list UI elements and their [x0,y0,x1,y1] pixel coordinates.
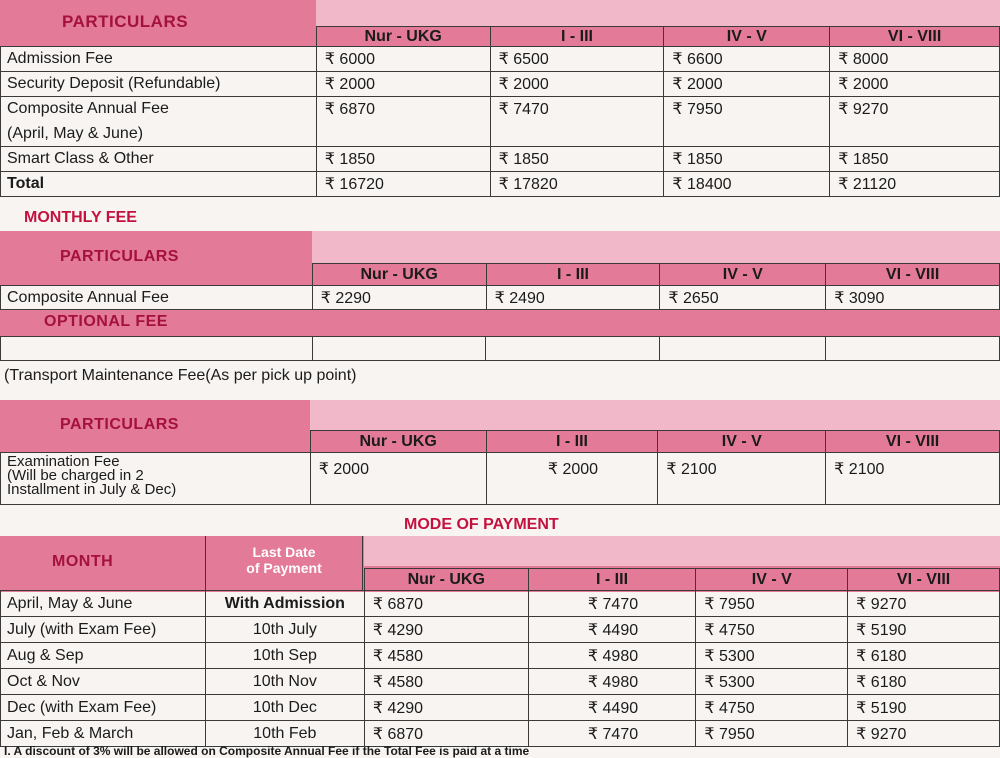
t1-total-cell: ₹ 18400 [664,172,830,197]
t1-cell: ₹ 1850 [490,147,664,172]
t4-cell: ₹ 4490 [528,695,696,721]
t1-table [0,26,1000,197]
t1-blank [1,27,317,47]
t4-month: Oct & Nov [1,669,206,695]
t3-table [0,430,1000,505]
t4-month: Dec (with Exam Fee) [1,695,206,721]
t4-cell: ₹ 5190 [848,695,1000,721]
t3-cell: ₹ 2100 [826,453,1000,505]
t4-col-2: I - III [528,569,696,591]
t3-label-line: Installment in July & Dec) [7,481,177,498]
t4-cell: ₹ 9270 [848,591,1000,617]
t1-cell: ₹ 2000 [490,72,664,97]
t4-cell: ₹ 4580 [364,669,528,695]
t1-cell: ₹ 7470 [490,97,664,122]
t4-last-date-line: Last Date [252,544,316,560]
t4-month: Jan, Feb & March [1,721,206,747]
t1-row-label: Admission Fee [1,47,317,72]
footer-note: I. A discount of 3% will be allowed on Composite Annual Fee if the Total Fee is paid at a time [4,744,530,758]
transport-note: (Transport Maintenance Fee(As per pick up point) [4,367,357,384]
t4-date: 10th Feb [205,721,364,747]
optional-cell-empty [660,337,826,361]
t4-month: Aug & Sep [1,643,206,669]
t4-header-right [364,536,1000,566]
t1-cell: ₹ 1850 [664,147,830,172]
t4-date: 10th Dec [205,695,364,721]
t1-cell: ₹ 6600 [664,47,830,72]
t3-particulars-header: PARTICULARS [60,416,179,433]
optional-cell-empty [486,337,660,361]
t1-cell: ₹ 2000 [664,72,830,97]
t4-cell: ₹ 5190 [848,617,1000,643]
t1-col-2: I - III [490,27,664,47]
t1-col-4: VI - VIII [830,27,1000,47]
t4-cell: ₹ 4290 [364,695,528,721]
t1-row-label: Smart Class & Other [1,147,317,172]
t2-cell: ₹ 2650 [660,286,826,310]
t4-cell: ₹ 5300 [696,669,848,695]
t3-col-1: Nur - UKG [310,431,486,453]
t1-row-label-cont: (April, May & June) [1,122,317,147]
t1-cell-empty [490,122,664,147]
t4-cell: ₹ 5300 [696,643,848,669]
t4-table [0,568,1000,747]
t4-month-header: MONTH [52,553,114,570]
t4-cell: ₹ 4290 [364,617,528,643]
t3-label-line: Examination Fee [7,453,120,470]
t4-cell: ₹ 6870 [364,721,528,747]
t4-cell: ₹ 4980 [528,669,696,695]
t1-header-right [316,0,1000,26]
t4-cell: ₹ 6180 [848,669,1000,695]
t4-cell: ₹ 4490 [528,617,696,643]
t1-total-cell: ₹ 16720 [316,172,490,197]
t4-col-4: VI - VIII [848,569,1000,591]
t3-blank [1,431,311,453]
t4-cell: ₹ 6870 [364,591,528,617]
t3-col-4: VI - VIII [826,431,1000,453]
t2-col-3: IV - V [660,264,826,286]
t4-cell: ₹ 4750 [696,695,848,721]
optional-cell-empty [312,337,486,361]
t1-particulars-header: PARTICULARS [62,12,189,31]
t1-cell: ₹ 6500 [490,47,664,72]
optional-fee-table [0,336,1000,361]
t4-last-date-line: of Payment [246,560,322,576]
t1-row-label: Security Deposit (Refundable) [1,72,317,97]
t1-cell: ₹ 8000 [830,47,1000,72]
t1-col-3: IV - V [664,27,830,47]
t4-cell: ₹ 4580 [364,643,528,669]
t1-cell: ₹ 6000 [316,47,490,72]
t4-cell: ₹ 4980 [528,643,696,669]
t2-cell: ₹ 2290 [312,286,486,310]
t4-date: With Admission [205,591,364,617]
t3-label-line: (Will be charged in 2 [7,467,144,484]
t1-cell: ₹ 6870 [316,97,490,122]
t1-row-label: Composite Annual Fee [1,97,317,122]
optional-cell-empty [826,337,1000,361]
t1-cell: ₹ 1850 [316,147,490,172]
t2-header-right [312,231,1000,263]
t3-col-3: IV - V [658,431,826,453]
t1-total-cell: ₹ 17820 [490,172,664,197]
t2-col-2: I - III [486,264,660,286]
t4-col-3: IV - V [696,569,848,591]
t2-col-1: Nur - UKG [312,264,486,286]
t3-header-right [310,400,1000,430]
t1-col-1: Nur - UKG [316,27,490,47]
t4-cell: ₹ 7950 [696,721,848,747]
t4-date: 10th Sep [205,643,364,669]
optional-cell-empty [1,337,313,361]
t4-cell: ₹ 7470 [528,591,696,617]
t3-cell: ₹ 2000 [310,453,486,505]
t1-cell: ₹ 2000 [830,72,1000,97]
t1-cell-empty [830,122,1000,147]
t1-total-label: Total [1,172,317,197]
t4-cell: ₹ 7950 [696,591,848,617]
t4-cell: ₹ 6180 [848,643,1000,669]
t4-col-1: Nur - UKG [364,569,528,591]
t1-cell: ₹ 7950 [664,97,830,122]
t4-month: April, May & June [1,591,206,617]
optional-fee-title: OPTIONAL FEE [44,313,168,330]
t2-cell: ₹ 2490 [486,286,660,310]
t3-cell: ₹ 2000 [486,453,658,505]
t4-month: July (with Exam Fee) [1,617,206,643]
t2-blank [1,264,313,286]
t3-cell: ₹ 2100 [658,453,826,505]
t3-col-2: I - III [486,431,658,453]
t3-row-label [1,453,311,505]
t2-particulars-header: PARTICULARS [60,248,179,265]
t4-blank [1,569,206,591]
t2-col-4: VI - VIII [826,264,1000,286]
t1-cell: ₹ 1850 [830,147,1000,172]
t4-cell: ₹ 7470 [528,721,696,747]
t4-blank [205,569,364,591]
t4-cell: ₹ 4750 [696,617,848,643]
t1-cell-empty [664,122,830,147]
t1-cell: ₹ 9270 [830,97,1000,122]
t2-cell: ₹ 3090 [826,286,1000,310]
mode-of-payment-title: MODE OF PAYMENT [404,516,559,533]
monthly-fee-title: MONTHLY FEE [24,209,137,226]
t4-cell: ₹ 9270 [848,721,1000,747]
t1-cell-empty [316,122,490,147]
t4-date: 10th Nov [205,669,364,695]
t4-date: 10th July [205,617,364,643]
t2-table [0,263,1000,310]
t1-cell: ₹ 2000 [316,72,490,97]
t1-total-cell: ₹ 21120 [830,172,1000,197]
t2-row-label: Composite Annual Fee [1,286,313,310]
